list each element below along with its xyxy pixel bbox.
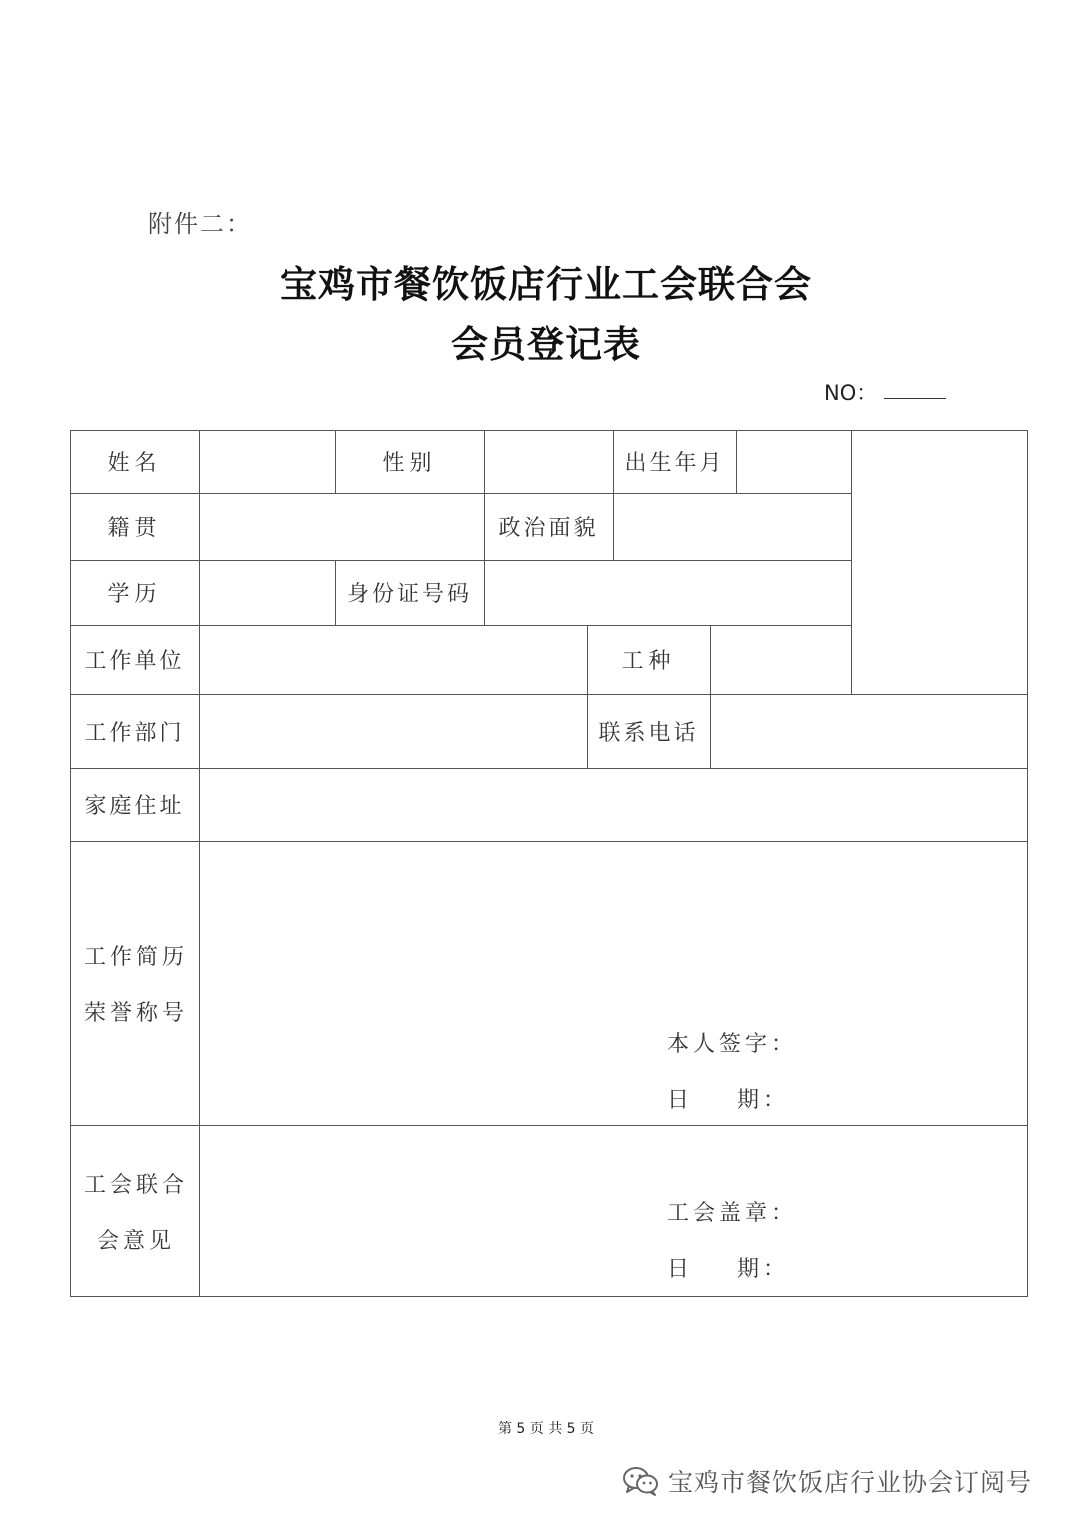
birth-label: 出生年月 xyxy=(624,451,725,476)
form-number-blank[interactable] xyxy=(884,398,946,399)
education-field[interactable] xyxy=(200,561,335,625)
job-type-field[interactable] xyxy=(711,626,851,694)
education-label: 学历 xyxy=(107,582,162,607)
resume-label: 工作简历 xyxy=(84,945,189,970)
department-label: 工作部门 xyxy=(84,720,185,746)
union-opinion-label-line1: 工会联合 xyxy=(84,1173,189,1198)
department-field[interactable] xyxy=(200,695,587,768)
employer-field[interactable] xyxy=(200,626,587,694)
employer-label: 工作单位 xyxy=(84,649,185,674)
phone-label: 联系电话 xyxy=(598,720,699,746)
page-title: 宝鸡市餐饮饭店行业工会联合会 xyxy=(280,263,812,306)
form-number-label: NO： xyxy=(824,381,878,405)
name-label: 姓名 xyxy=(107,451,162,476)
job-type-label: 工种 xyxy=(621,649,676,674)
signature-date-label: 日 期： xyxy=(667,1088,789,1113)
honors-label: 荣誉称号 xyxy=(84,1001,189,1026)
resume-field[interactable] xyxy=(200,842,1027,1012)
political-status-field[interactable] xyxy=(614,494,851,560)
wechat-watermark xyxy=(622,1464,1032,1498)
union-seal-label: 工会盖章： xyxy=(667,1201,798,1226)
name-field[interactable] xyxy=(200,431,335,493)
photo-area[interactable] xyxy=(852,431,1027,694)
signature-label: 本人签字： xyxy=(667,1032,798,1057)
gender-field[interactable] xyxy=(485,431,613,493)
id-number-field[interactable] xyxy=(485,561,851,625)
union-date-label: 日 期： xyxy=(667,1257,789,1282)
page-subtitle: 会员登记表 xyxy=(451,323,641,366)
attachment-label: 附件二： xyxy=(148,210,252,238)
home-address-field[interactable] xyxy=(200,769,1027,841)
native-place-label: 籍贯 xyxy=(107,516,162,541)
home-address-label: 家庭住址 xyxy=(84,794,185,819)
page-number: 第 5 页 共 5 页 xyxy=(497,1421,595,1437)
gender-label: 性别 xyxy=(382,451,437,476)
wechat-account-name: 宝鸡市餐饮饭店行业协会订阅号 xyxy=(668,1468,1033,1497)
wechat-icon xyxy=(622,1465,660,1497)
birth-field[interactable] xyxy=(737,431,851,493)
union-opinion-label-line2: 会意见 xyxy=(97,1229,176,1254)
native-place-field[interactable] xyxy=(200,494,484,560)
union-opinion-field[interactable] xyxy=(200,1126,1027,1190)
phone-field[interactable] xyxy=(711,695,1027,768)
id-number-label: 身份证号码 xyxy=(346,582,472,607)
political-status-label: 政治面貌 xyxy=(498,516,599,541)
